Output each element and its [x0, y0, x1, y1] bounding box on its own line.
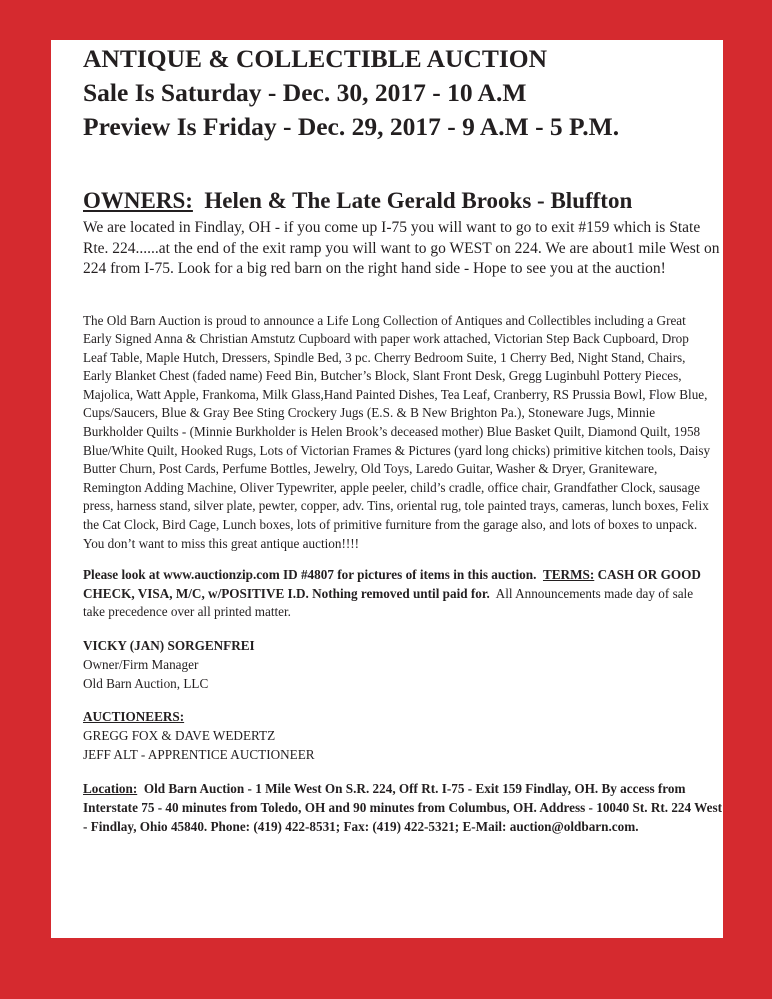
directions-text: We are located in Findlay, OH - if you come up I-75 you will want to go to exit #159 which is State Rte. 224......at the end of the exit ramp you will want to go WEST on 224. We are about1 mile West on 224 from I-75. Look for a big red barn on the right hand side - Hope to see you at the auction!: [83, 219, 720, 277]
flyer-page: [51, 40, 723, 938]
auction-title: ANTIQUE & COLLECTIBLE AUCTION: [83, 44, 548, 73]
preview-date: Preview Is Friday - Dec. 29, 2017 - 9 A.M - 5 P.M.: [83, 112, 620, 141]
manager-company: Old Barn Auction, LLC: [83, 676, 209, 691]
location-paragraph: [83, 779, 723, 836]
auctioneers-label: AUCTIONEERS:: [83, 709, 185, 724]
pictures-note: Please look at www.auctionzip.com ID #4807 for pictures of items in this auction.: [83, 567, 537, 583]
terms-paragraph: [83, 566, 715, 622]
location-text: Old Barn Auction - 1 Mile West On S.R. 224, Off Rt. I-75 - Exit 159 Findlay, OH. By access from Interstate 75 - 40 minutes from Toledo, OH and 90 minutes from Columbus, OH. Address - 10040 St. Rt. 224 West - Findlay, Ohio 45840. Phone: (419) 422-8531; Fax: (419) 422-5321; E-Mail: auction@oldbarn.com.: [83, 781, 723, 834]
terms-label: TERMS:: [542, 567, 595, 583]
sale-date: Sale Is Saturday - Dec. 30, 2017 - 10 A.M: [83, 78, 527, 107]
owners-label: OWNERS:: [83, 188, 193, 213]
manager-name: VICKY (JAN) SORGENFREI: [83, 638, 255, 653]
manager-title: Owner/Firm Manager: [83, 657, 199, 672]
apprentice-auctioneer: JEFF ALT - APPRENTICE AUCTIONEER: [83, 747, 315, 762]
payment-terms: CASH OR GOOD CHECK, VISA, M/C, w/POSITIVE I.D. Nothing removed until paid for.: [83, 567, 701, 601]
owners-heading: [83, 186, 723, 216]
auctioneers-names: GREGG FOX & DAVE WEDERTZ: [83, 728, 276, 743]
owners-names: Helen & The Late Gerald Brooks - Bluffton: [204, 188, 633, 213]
flyer-content: [83, 42, 723, 836]
manager-block: [83, 636, 723, 693]
announcements-note: All Announcements made day of sale take precedence over all printed matter.: [83, 585, 694, 620]
item-description: The Old Barn Auction is proud to announce a Life Long Collection of Antiques and Collectibles including a Great Early Signed Anna & Christian Amstutz Cupboard with paper work attached, Victorian Step Back Cupboard, Drop Leaf Table, Maple Hutch, Dressers, Spindle Bed, 3 pc. Cherry Bedroom Suite, 1 Cherry Bed, Night Stand, Chairs, Early Blanket Chest (faded name) Feed Bin, Butcher’s Block, Slant Front Desk, Gregg Luginbuhl Pottery Pieces, Majolica, Watt Apple, Frankoma, Milk Glass,Hand Painted Dishes, Tea Leaf, Cranberry, RS Prussia Bowl, Flow Blue, Cups/Saucers, Blue & Gray Bee Sting Crockery Jugs (E.S. & B New Brighton Pa.), Stoneware Jugs, Minnie Burkholder Quilts - (Minnie Burkholder is Helen Brook’s deceased mother) Blue Basket Quilt, Diamond Quilt, 1958 Blue/White Quilt, Hooked Rugs, Lots of Victorian Frames & Pictures (yard long chicks) primitive kitchen tools, Daisy Butter Churn, Post Cards, Perfume Bottles, Jewelry, Old Toys, Laredo Guitar, Washer & Dryer, Graniteware, Remington Adding Machine, Oliver Typewriter, apple peeler, child’s cradle, office chair, Grandfather Clock, sausage press, harness stand, silver plate, pewter, copper, adv. Tins, oriental rug, tole painted trays, cameras, lunch boxes, Felix the Cat Clock, Bird Cage, Lunch boxes, lots of primitive furniture from the garage also, and lots of boxes to unpack. You don’t want to miss this great antique auction!!!!: [83, 312, 711, 551]
auctioneers-block: [83, 707, 723, 764]
location-label: Location:: [83, 781, 138, 796]
